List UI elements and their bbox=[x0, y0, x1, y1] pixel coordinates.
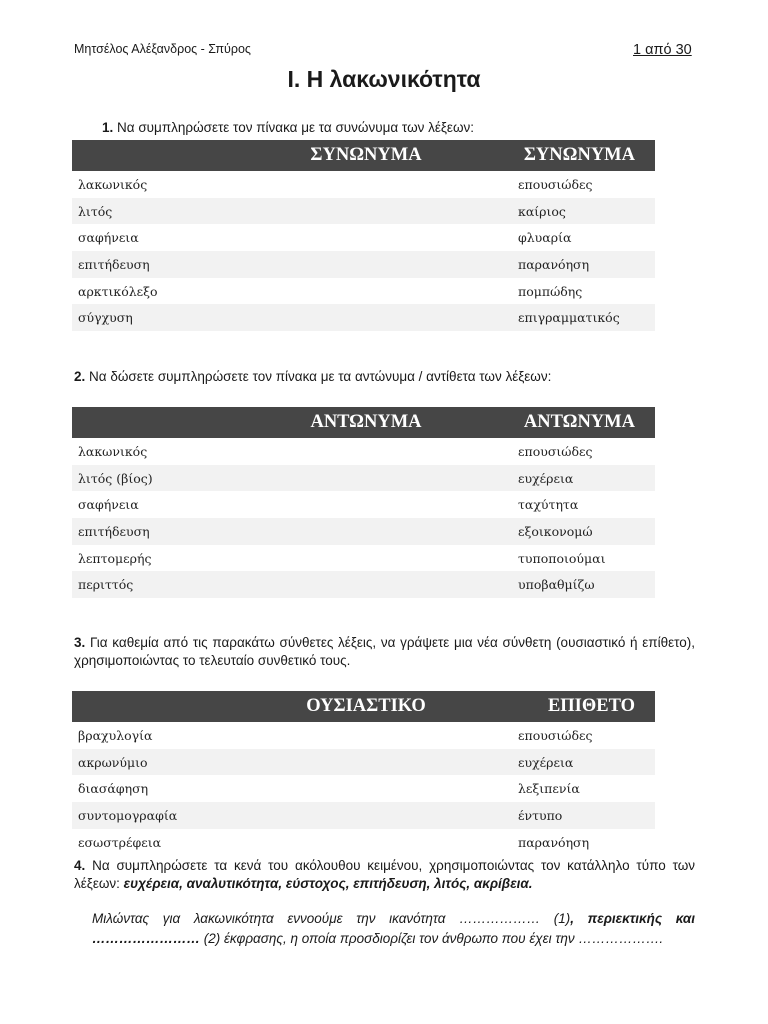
table-header-row bbox=[72, 691, 655, 722]
table-row bbox=[72, 545, 655, 572]
question-3 bbox=[74, 634, 695, 670]
question-1-number: 1. bbox=[102, 120, 114, 135]
table-header-cell: ΣΥΝΩΝΥΜΑ bbox=[510, 140, 655, 171]
table-header-cell: ΑΝΤΩΝΥΜΑ bbox=[72, 407, 510, 438]
question-4-number: 4. bbox=[74, 858, 86, 873]
table-cell: πομπώδης bbox=[518, 283, 583, 299]
table-cell: επουσιώδες bbox=[518, 727, 593, 743]
question-4 bbox=[74, 857, 695, 893]
question-1 bbox=[102, 119, 474, 137]
table-cell: σαφήνεια bbox=[78, 497, 139, 513]
table-cell: φλυαρία bbox=[518, 230, 572, 246]
table-cell: επιγραμματικός bbox=[510, 304, 655, 331]
table-cell: διασάφηση bbox=[78, 781, 149, 797]
page-title: Ι. Η λακωνικότητα bbox=[287, 66, 481, 92]
table-row bbox=[72, 571, 655, 598]
table-cell: παρανόηση bbox=[518, 834, 590, 850]
table-row bbox=[72, 722, 655, 749]
table-cell: εσωστρέφεια bbox=[78, 834, 162, 850]
fill-in-passage bbox=[92, 909, 695, 949]
table-cell: επιτήδευση bbox=[72, 518, 510, 545]
question-2 bbox=[74, 368, 551, 386]
table-row bbox=[72, 438, 655, 465]
passage-part: (2) έκφρασης, η οποία προσδιορίζει τον άνθρωπο που έχει την ………………. bbox=[200, 931, 664, 946]
table-cell: ακρωνύμιο bbox=[72, 749, 510, 776]
table-cell: επιτήδευση bbox=[72, 251, 510, 278]
passage-blank: …………………… bbox=[92, 931, 200, 946]
table-row bbox=[72, 251, 655, 278]
table-cell: καίριος bbox=[510, 198, 655, 225]
table-row bbox=[72, 491, 655, 518]
question-2-text: Να δώσετε συμπληρώσετε τον πίνακα με τα αντώνυμα / αντίθετα των λέξεων: bbox=[85, 369, 552, 384]
question-2-number: 2. bbox=[74, 369, 86, 384]
question-3-text: Για καθεμία από τις παρακάτω σύνθετες λέξεις, να γράψετε μια νέα σύνθετη (ουσιαστικό ή επίθετο), χρησιμοποιώντας το τελευταίο συνθετικό τους. bbox=[74, 635, 695, 668]
table-cell: ταχύτητα bbox=[518, 497, 579, 513]
table-cell: παρανόηση bbox=[510, 251, 655, 278]
table-cell: συντομογραφία bbox=[72, 802, 510, 829]
table-cell: ευχέρεια bbox=[510, 465, 655, 492]
page-number: 1 από 30 bbox=[633, 42, 692, 58]
table-cell: σαφήνεια bbox=[78, 230, 139, 246]
synonyms-table bbox=[72, 140, 655, 331]
table-cell: βραχυλογία bbox=[78, 727, 153, 743]
table-header-cell: ΣΥΝΩΝΥΜΑ bbox=[72, 140, 510, 171]
table-header-cell: ΑΝΤΩΝΥΜΑ bbox=[510, 407, 655, 438]
passage-part: , περιεκτικής και bbox=[570, 911, 696, 926]
table-header-row bbox=[72, 407, 655, 438]
table-row bbox=[72, 749, 655, 776]
table-header-cell: ΟΥΣΙΑΣΤΙΚΟ bbox=[72, 691, 510, 722]
antonyms-table bbox=[72, 407, 655, 598]
table-cell: εξοικονομώ bbox=[510, 518, 655, 545]
question-1-text: Να συμπληρώσετε τον πίνακα με τα συνώνυμα των λέξεων: bbox=[113, 120, 474, 135]
passage-part: Μιλώντας για λακωνικότητα εννοούμε την ικανότητα ……………… (1) bbox=[92, 911, 571, 926]
table-row bbox=[72, 802, 655, 829]
table-row bbox=[72, 224, 655, 251]
table-cell: λεπτομερής bbox=[78, 550, 152, 566]
table-row bbox=[72, 829, 655, 856]
table-cell: έντυπο bbox=[510, 802, 655, 829]
table-row bbox=[72, 278, 655, 305]
table-cell: αρκτικόλεξο bbox=[78, 283, 158, 299]
table-row bbox=[72, 518, 655, 545]
table-header-cell: ΕΠΙΘΕΤΟ bbox=[510, 691, 655, 722]
table-cell: περιττός bbox=[72, 571, 510, 598]
table-row bbox=[72, 465, 655, 492]
table-row bbox=[72, 775, 655, 802]
table-row bbox=[72, 304, 655, 331]
table-cell: τυποποιούμαι bbox=[518, 550, 606, 566]
question-3-number: 3. bbox=[74, 635, 86, 650]
table-cell: υποβαθμίζω bbox=[510, 571, 655, 598]
table-cell: ευχέρεια bbox=[510, 749, 655, 776]
question-4-word-list: ευχέρεια, αναλυτικότητα, εύστοχος, επιτήδευση, λιτός, ακρίβεια. bbox=[123, 876, 533, 891]
table-row bbox=[72, 171, 655, 198]
table-row bbox=[72, 198, 655, 225]
table-cell: λιτός bbox=[72, 198, 510, 225]
table-cell: λακωνικός bbox=[78, 176, 148, 192]
table-header-row bbox=[72, 140, 655, 171]
table-cell: επουσιώδες bbox=[518, 443, 593, 459]
table-cell: σύγχυση bbox=[72, 304, 510, 331]
table-cell: λεξιπενία bbox=[518, 781, 580, 797]
table-cell: λιτός (βίος) bbox=[72, 465, 510, 492]
table-cell: λακωνικός bbox=[78, 443, 148, 459]
compounds-table bbox=[72, 691, 655, 855]
table-cell: επουσιώδες bbox=[518, 176, 593, 192]
question-4-text: Να συμπληρώσετε τα κενά του ακόλουθου κειμένου, χρησιμοποιώντας τον κατάλληλο τύπο των λέξεων: bbox=[74, 858, 695, 891]
header-author: Μητσέλος Αλέξανδρος - Σπύρος bbox=[74, 42, 251, 56]
